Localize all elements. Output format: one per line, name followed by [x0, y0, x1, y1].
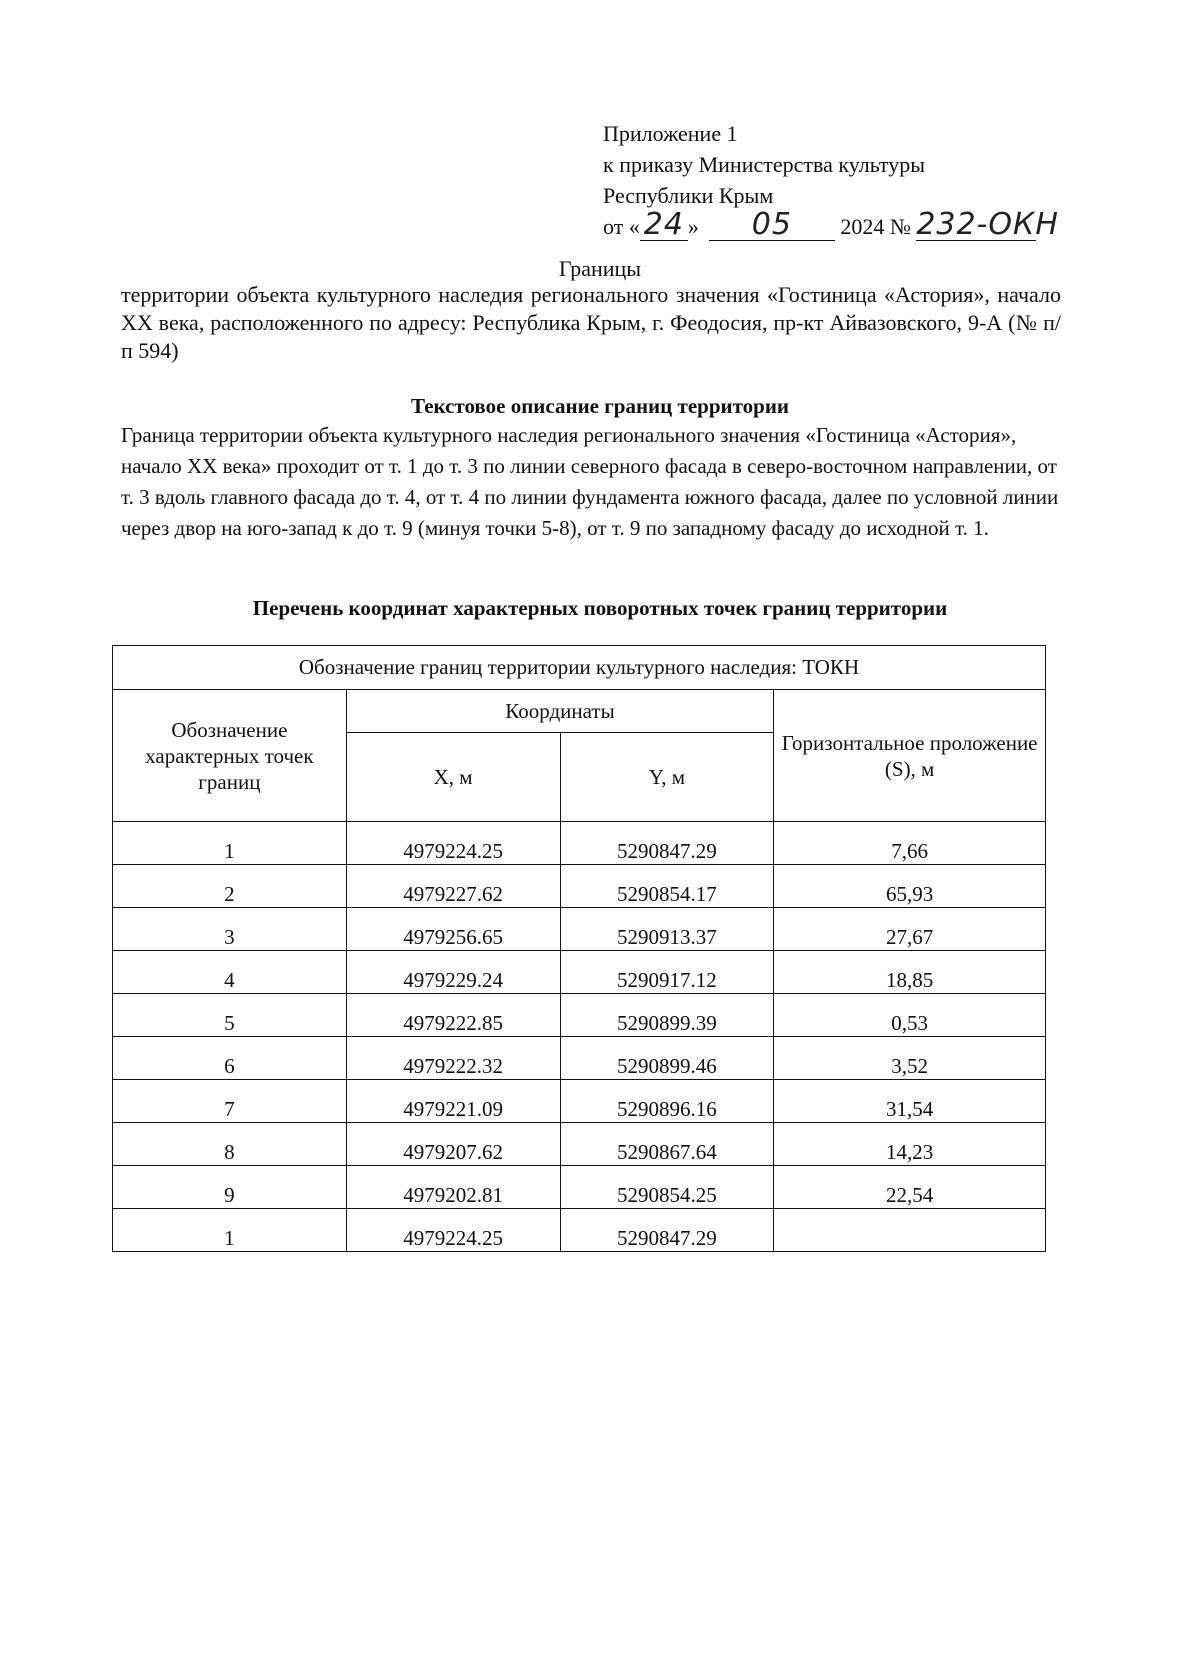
- cell-point: 4: [113, 951, 347, 994]
- cell-x: 4979227.62: [346, 865, 560, 908]
- cell-s: 18,85: [774, 951, 1046, 994]
- table-body: [113, 822, 1046, 1252]
- document-title: Границы: [558, 256, 642, 281]
- cell-s: 14,23: [774, 1123, 1046, 1166]
- cell-point: 7: [113, 1080, 347, 1123]
- cell-y: 5290854.17: [560, 865, 774, 908]
- cell-y: 5290917.12: [560, 951, 774, 994]
- table-row: [113, 908, 1046, 951]
- cell-x: 4979256.65: [346, 908, 560, 951]
- cell-y: 5290847.29: [560, 1209, 774, 1252]
- cell-s: 22,54: [774, 1166, 1046, 1209]
- handwritten-day: 24: [643, 207, 684, 242]
- cell-x: 4979224.25: [346, 822, 560, 865]
- cell-s: 27,67: [774, 908, 1046, 951]
- cell-s: 7,66: [774, 822, 1046, 865]
- cell-s: [774, 1209, 1046, 1252]
- cell-point: 1: [113, 1209, 347, 1252]
- table-row: [113, 1123, 1046, 1166]
- header-horizontal-distance: Горизонтальное проложение (S), м: [774, 690, 1046, 822]
- boundary-description-text: Граница территории объекта культурного наследия регионального значения «Гостиница «Астория», начало XX века» проходит от т. 1 до т. 3 по линии северного фасада в северо-восточном направлении, от т. 3 вдоль главного фасада до т. 4, от т. 4 по линии фундамента южного фасада, далее по условной линии через двор на юго-запад к до т. 9 (минуя точки 5-8), от т. 9 по западному фасаду до исходной т. 1.: [121, 423, 1059, 540]
- cell-point: 3: [113, 908, 347, 951]
- table-row: [113, 994, 1046, 1037]
- cell-x: 4979222.85: [346, 994, 560, 1037]
- cell-x: 4979207.62: [346, 1123, 560, 1166]
- date-month-field: [709, 207, 835, 242]
- cell-point: 6: [113, 1037, 347, 1080]
- date-year-number-label: 2024 №: [840, 214, 911, 239]
- cell-x: 4979202.81: [346, 1166, 560, 1209]
- cell-y: 5290899.46: [560, 1037, 774, 1080]
- handwritten-order-number: 232-ОКН: [916, 207, 1059, 242]
- table-row: [113, 865, 1046, 908]
- table-row: [113, 822, 1046, 865]
- order-number-field: [916, 207, 1059, 242]
- table-row: [113, 1209, 1046, 1252]
- table-row: [113, 1166, 1046, 1209]
- cell-s: 65,93: [774, 865, 1046, 908]
- appendix-reference: [603, 118, 1123, 242]
- date-day-field: [640, 207, 688, 242]
- cell-s: 3,52: [774, 1037, 1046, 1080]
- header-x: X, м: [346, 733, 560, 822]
- header-point: Обозначение характерных точек границ: [113, 690, 347, 822]
- table-caption: Обозначение границ территории культурного наследия: ТОКН: [113, 646, 1046, 690]
- document-subtitle: территории объекта культурного наследия регионального значения «Гостиница «Астория», начало XX века, расположенного по адресу: Республика Крым, г. Феодосия, пр-кт Айвазовского, 9-А (№ п/п 594): [121, 282, 1061, 363]
- header-coordinates: Координаты: [346, 690, 774, 733]
- cell-point: 9: [113, 1166, 347, 1209]
- table-header-row: [113, 690, 1046, 733]
- date-mid: »: [687, 214, 699, 239]
- cell-point: 2: [113, 865, 347, 908]
- cell-x: 4979222.32: [346, 1037, 560, 1080]
- cell-y: 5290899.39: [560, 994, 774, 1037]
- cell-y: 5290847.29: [560, 822, 774, 865]
- appendix-line-2: к приказу Министерства культуры: [603, 152, 926, 177]
- table-caption-row: [113, 646, 1046, 690]
- cell-s: 31,54: [774, 1080, 1046, 1123]
- cell-y: 5290867.64: [560, 1123, 774, 1166]
- cell-x: 4979224.25: [346, 1209, 560, 1252]
- table-row: [113, 1037, 1046, 1080]
- header-y: Y, м: [560, 733, 774, 822]
- cell-point: 1: [113, 822, 347, 865]
- handwritten-month: 05: [751, 207, 792, 242]
- appendix-date-line: [603, 207, 1123, 242]
- cell-y: 5290854.25: [560, 1166, 774, 1209]
- cell-x: 4979229.24: [346, 951, 560, 994]
- table-row: [113, 1080, 1046, 1123]
- appendix-line-3: Республики Крым: [603, 183, 774, 208]
- section-heading-coordinates: Перечень координат характерных поворотных точек границ территории: [252, 596, 948, 620]
- section-heading-description: Текстовое описание границ территории: [410, 394, 790, 418]
- cell-y: 5290896.16: [560, 1080, 774, 1123]
- cell-x: 4979221.09: [346, 1080, 560, 1123]
- date-prefix: от «: [603, 214, 640, 239]
- cell-point: 5: [113, 994, 347, 1037]
- cell-s: 0,53: [774, 994, 1046, 1037]
- cell-point: 8: [113, 1123, 347, 1166]
- cell-y: 5290913.37: [560, 908, 774, 951]
- appendix-line-1: Приложение 1: [603, 121, 738, 146]
- table-row: [113, 951, 1046, 994]
- coordinates-table: [112, 645, 1046, 1252]
